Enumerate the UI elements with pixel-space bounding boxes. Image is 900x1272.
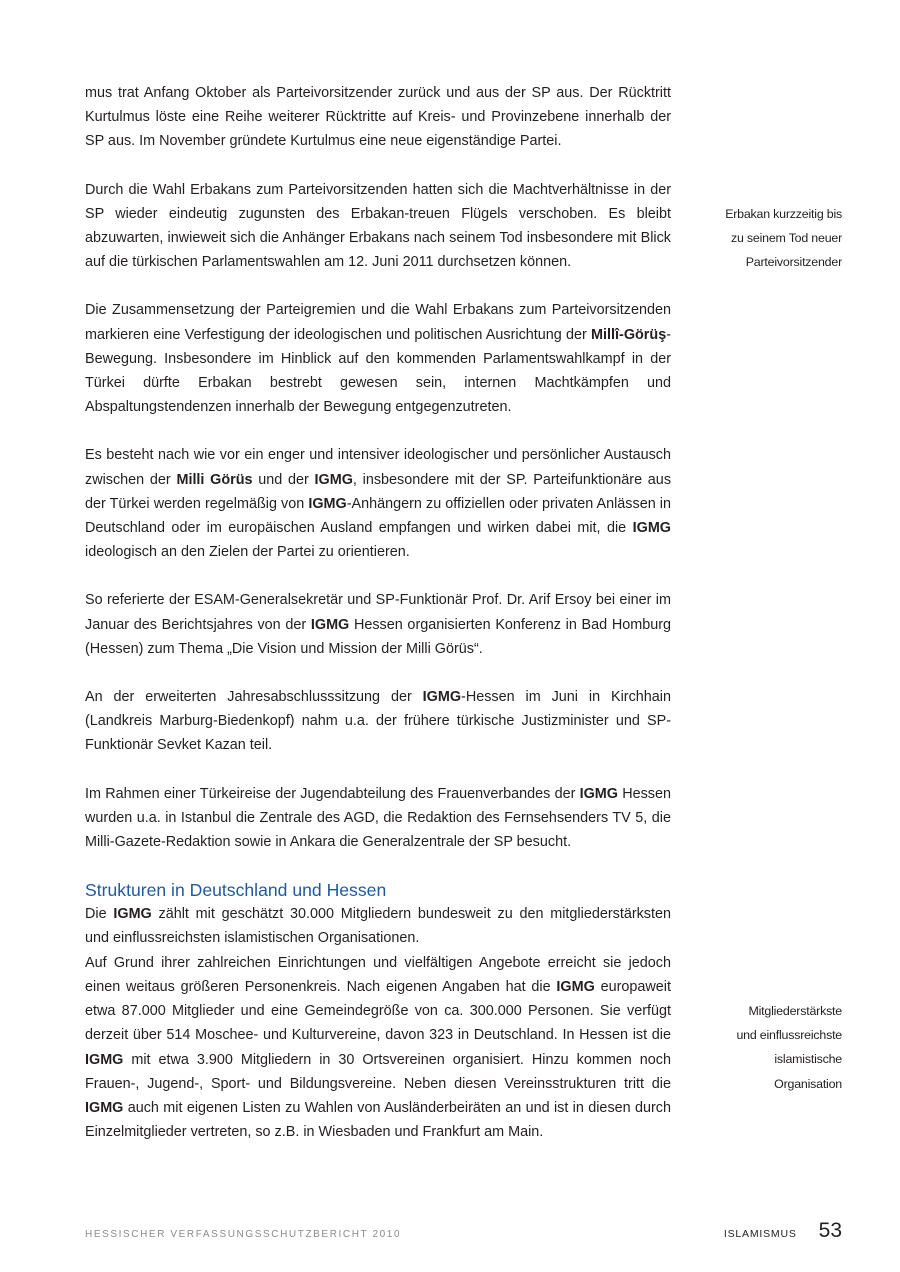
footer-publication-title: HESSISCHER VERFASSUNGSSCHUTZBERICHT 2010	[85, 1229, 402, 1240]
bold-term: IGMG	[632, 520, 671, 537]
paragraph: mus trat Anfang Oktober als Parteivorsitzender zurück und aus der SP aus. Der Rücktritt Kurtulmus löste eine Reihe weiterer Rücktritte auf Kreis- und Provinzebene innerhalb der SP aus. Im November gründete Kurtulmus eine neue eigenständige Partei.	[85, 85, 671, 150]
margin-note-line: Erbakan kurzzeitig bis	[725, 207, 842, 221]
text-run: -Anhängern zu offiziellen oder privaten Anlässen in Deutschland oder im europäischen Ausland empfangen und wirken dabei mit, die	[85, 495, 671, 537]
bold-term: IGMG	[579, 785, 618, 802]
text-run: und der	[252, 471, 315, 488]
bold-term: IGMG	[314, 471, 353, 488]
bold-term: IGMG	[85, 1051, 124, 1068]
text-run: Die	[85, 906, 114, 923]
paragraph	[85, 443, 671, 564]
text-run: -Hessen im Juni in Kirchhain (Landkreis Marburg-Biedenkopf) nahm u.a. der frühere türkische Justizminister und SP-Funktionär Sevket Kazan teil.	[85, 689, 671, 754]
paragraph: Durch die Wahl Erbakans zum Parteivorsitzenden hatten sich die Machtverhältnisse in der SP wieder eindeutig zugunsten des Erbakan-treuen Flügels verschoben. Es bleibt abzuwarten, inwieweit sich die Anhänger Erbakans nach seinem Tod insbesondere mit Blick auf die türkischen Parlamentswahlen am 12. Juni 2011 durchsetzen können.	[85, 181, 671, 271]
footer-section-info	[724, 1219, 842, 1243]
footer-section-label: ISLAMISMUS	[723, 1228, 797, 1240]
bold-term: IGMG	[308, 495, 347, 512]
paragraph	[85, 902, 671, 950]
margin-note-organisation	[672, 999, 842, 1096]
text-run: ideologisch an den Zielen der Partei zu orientieren.	[85, 544, 410, 561]
text-run: An der erweiterten Jahresabschlusssitzung der	[85, 689, 423, 706]
margin-note-line: und einflussreichste	[736, 1028, 842, 1043]
text-run: Die Zusammensetzung der Parteigremien und die Wahl Erbakans zum Parteivorsitzenden markieren eine Verfestigung der ideologischen und politischen Ausrichtung der	[85, 302, 671, 343]
margin-note-line: islamistische	[774, 1052, 842, 1067]
bold-term: IGMG	[556, 978, 595, 995]
text-run: Auf Grund ihrer zahlreichen Einrichtungen und vielfältigen Angebote erreicht sie jedoch einen weitaus größeren Personenkreis. Nach eigenen Angaben hat die	[85, 954, 671, 995]
bold-term: IGMG	[113, 906, 152, 923]
margin-note-line: Mitgliederstärkste	[748, 1004, 842, 1018]
text-run: -Bewegung. Insbesondere im Hinblick auf den kommenden Parlamentswahlkampf in der Türkei dürfte Erbakan bestrebt gewesen sein, internen Machtkämpfen und Abspaltungstendenzen innerhalb der Bewegung entgegenzutreten.	[85, 326, 671, 416]
text-run: Es besteht nach wie vor ein enger und intensiver ideologischer und persönlicher Austausch zwischen der	[85, 447, 671, 488]
margin-note-line: zu seinem Tod neuer	[731, 231, 842, 246]
bold-term: IGMG	[422, 689, 462, 706]
bold-term: IGMG	[85, 1099, 124, 1116]
paragraph	[85, 782, 671, 855]
bold-term: IGMG	[310, 616, 350, 633]
margin-note-line: Organisation	[774, 1076, 842, 1091]
text-run: auch mit eigenen Listen zu Wahlen von Ausländerbeiräten an und ist in diesen durch Einzelmitglieder vertreten, so z.B. in Wiesbaden und Frankfurt am Main.	[85, 1099, 671, 1141]
bold-term: Millî-Görüş	[591, 326, 667, 343]
text-run: Im Rahmen einer Türkeireise der Jugendabteilung des Frauenverbandes der	[85, 785, 580, 802]
page-number: 53	[818, 1219, 842, 1242]
paragraph	[85, 685, 671, 758]
text-run: , insbesondere mit der SP. Parteifunktionäre aus der Türkei werden regelmäßig von	[85, 471, 672, 512]
text-run: So referierte der ESAM-Generalsekretär und SP-Funktionär Prof. Dr. Arif Ersoy bei einer im Januar des Berichtsjahres von der	[85, 592, 671, 633]
text-run: mit etwa 3.900 Mitgliedern in 30 Ortsvereinen organisiert. Hinzu kommen noch Frauen-, Jugend-, Sport- und Bildungsvereine. Neben diesen Vereinsstrukturen tritt die	[85, 1051, 671, 1092]
margin-note-line: Parteivorsitzender	[745, 255, 842, 270]
main-text-column	[85, 81, 671, 1144]
paragraph	[85, 588, 671, 661]
margin-note-erbakan	[672, 202, 842, 275]
paragraph	[85, 298, 671, 419]
bold-term: Milli Görüs	[176, 471, 253, 488]
text-run: Hessen organisierten Konferenz in Bad Homburg (Hessen) zum Thema „Die Vision und Mission der Milli Görüs“.	[85, 616, 672, 657]
text-run: europaweit etwa 87.000 Mitglieder und eine Gemeindegröße von ca. 300.000 Personen. Sie verfügt derzeit über 514 Moschee- und Kulturvereine, davon 323 in Deutschland. In Hessen ist die	[85, 978, 671, 1044]
text-run: Hessen wurden u.a. in Istanbul die Zentrale des AGD, die Redaktion des Fernsehsenders TV 5, die Milli-Gazete-Redaktion sowie in Ankara die Generalzentrale der SP besucht.	[85, 785, 672, 851]
section-heading: Strukturen in Deutschland und Hessen	[85, 880, 387, 901]
paragraph	[85, 951, 671, 1145]
text-run: zählt mit geschätzt 30.000 Mitgliedern bundesweit zu den mitgliederstärksten und einflussreichsten islamistischen Organisationen.	[85, 906, 672, 947]
